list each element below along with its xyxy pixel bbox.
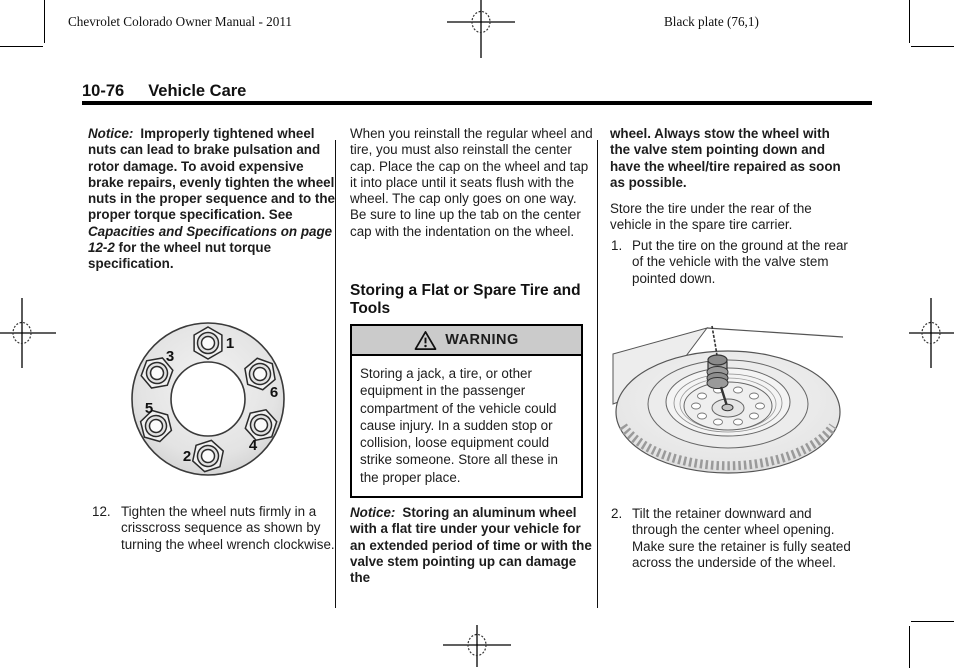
step-text: Tighten the wheel nuts firmly in a crisscross sequence as shown by turning the wheel wrench clockwise. bbox=[121, 504, 335, 552]
crop-mark-top-left-v bbox=[44, 0, 45, 43]
paragraph-center-cap: When you reinstall the regular wheel and tire, you must also reinstall the center cap. Place the cap on the wheel and tap it into place until it seats flush with the wheel. The cap only goes on one way. Be sure to line up the tab on the center cap with the indentation on the wheel. bbox=[350, 126, 593, 239]
warning-body: Storing a jack, a tire, or other equipment in the passenger compartment of the vehicle could cause injury. In a sudden stop or collision, loose equipment could strike someone. Store all these in the proper place. bbox=[360, 366, 558, 485]
lug-nut-number: 3 bbox=[165, 348, 175, 365]
registration-crosshair-top-center bbox=[443, 0, 519, 60]
lug-nut-number: 4 bbox=[248, 437, 258, 454]
step-text: Put the tire on the ground at the rear of the vehicle with the valve stem pointed down. bbox=[632, 238, 848, 286]
step-number: 1. bbox=[611, 238, 623, 253]
lug-nut-1 bbox=[194, 327, 222, 359]
notice-label: Notice: bbox=[350, 505, 396, 520]
running-header-left: Chevrolet Colorado Owner Manual - 2011 bbox=[68, 14, 293, 29]
spare-tire bbox=[616, 351, 840, 473]
running-header-right: Black plate (76,1) bbox=[664, 14, 759, 29]
step-number: 12. bbox=[92, 504, 111, 519]
section-heading bbox=[82, 82, 246, 101]
crop-mark-top-right-v bbox=[909, 0, 910, 43]
crop-mark-top-right-h bbox=[911, 46, 954, 47]
crop-mark-top-left-h bbox=[0, 46, 43, 47]
warning-title: WARNING bbox=[445, 332, 519, 348]
registration-crosshair-bottom-center bbox=[439, 607, 515, 668]
step-12 bbox=[92, 504, 335, 553]
step-2 bbox=[611, 506, 853, 571]
section-title: Vehicle Care bbox=[148, 82, 247, 100]
section-heading-rule bbox=[82, 101, 872, 105]
lug-nut-number: 6 bbox=[269, 384, 279, 401]
warning-box-header bbox=[352, 326, 581, 356]
step-text: Tilt the retainer downward and through the center wheel opening. Make sure the retainer is fully seated across the underside of the wheel. bbox=[632, 506, 851, 570]
registration-crosshair-left-middle bbox=[0, 295, 60, 371]
warning-triangle-icon bbox=[414, 330, 437, 351]
column-divider-2 bbox=[597, 140, 598, 608]
spare-tire-retainer-illustration bbox=[611, 324, 843, 475]
lug-nut-number: 2 bbox=[182, 448, 192, 465]
registration-crosshair-right-middle bbox=[893, 295, 954, 371]
wheel-nut-sequence-diagram bbox=[123, 314, 293, 484]
crop-mark-bottom-right-v bbox=[909, 626, 910, 668]
notice-cross-reference: Capacities and Specifications on page 12-2 bbox=[88, 223, 333, 256]
notice-label: Notice: bbox=[88, 126, 134, 141]
notice-text-part2: for the wheel nut torque specification. bbox=[88, 240, 272, 272]
lug-nut-number: 5 bbox=[144, 400, 154, 417]
subsection-heading-storing: Storing a Flat or Spare Tire and Tools bbox=[350, 282, 581, 317]
paragraph-spare-tire-carrier: Store the tire under the rear of the vehicle in the spare tire carrier. bbox=[610, 201, 812, 233]
notice-text-part1: Improperly tightened wheel nuts can lead to brake pulsation and rotor damage. To avoid expensive brake repairs, evenly tighten the wheel nuts in the proper sequence and to the proper torque specification. See bbox=[88, 126, 336, 223]
notice-paragraph-aluminum-wheel bbox=[350, 505, 595, 586]
lug-nut-number: 1 bbox=[225, 335, 235, 352]
warning-box bbox=[350, 324, 583, 498]
step-number: 2. bbox=[611, 506, 623, 521]
column-divider-1 bbox=[335, 140, 336, 608]
notice-paragraph-wheel-nuts bbox=[88, 126, 335, 273]
notice-continuation-bold: wheel. Always stow the wheel with the valve stem pointing down and have the wheel/tire repaired as soon as possible. bbox=[610, 126, 841, 190]
section-number: 10-76 bbox=[82, 82, 125, 100]
crop-mark-bottom-right-h bbox=[911, 621, 954, 622]
step-1 bbox=[611, 238, 853, 287]
notice-text: Storing an aluminum wheel with a flat tire under your vehicle for an extended period of time or with the valve stem pointing up can damage the bbox=[350, 505, 592, 586]
